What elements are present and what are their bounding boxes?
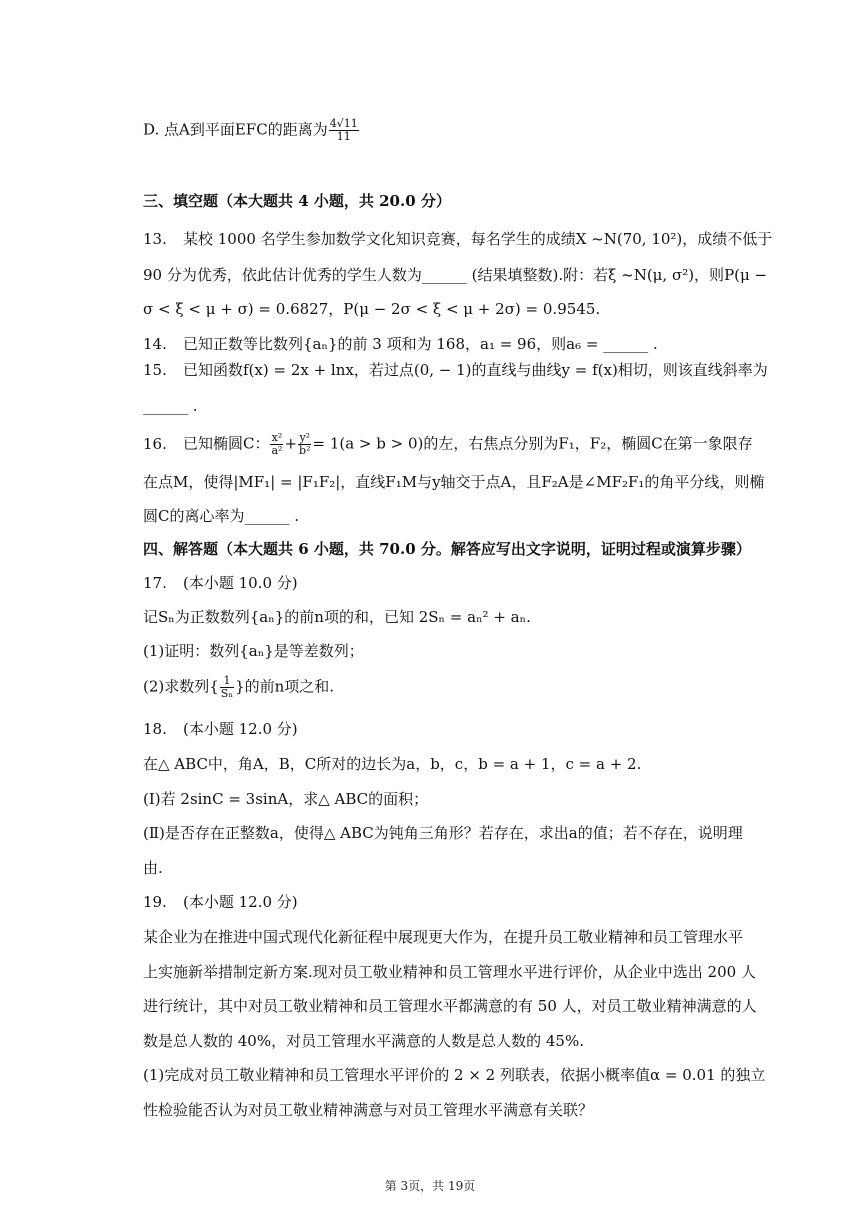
q19-heading [143, 891, 760, 913]
fraction-numerator: 4√11 [329, 117, 358, 130]
q17-fraction [220, 675, 234, 700]
q19-number: 19. [143, 893, 167, 911]
q18-score: (本小题 12.0 分) [183, 720, 298, 738]
q18-number: 18. [143, 720, 167, 738]
q15-number: 15. [143, 361, 167, 379]
q18-line-2: (Ⅰ)若 2sinC = 3sinA，求△ ABC的面积； [143, 790, 429, 808]
q19-line-3: 进行统计，其中对员工敬业精神和员工管理水平都满意的有 50 人，对员工敬业精神满意的人 [143, 997, 757, 1015]
q18-heading [143, 718, 760, 740]
section-3-title: 三、填空题（本大题共 4 小题，共 20.0 分） [143, 192, 451, 210]
fraction-numerator: 1 [220, 675, 234, 688]
section-4-title: 四、解答题（本大题共 6 小题，共 70.0 分。解答应写出文字说明，证明过程或演算步骤） [143, 540, 751, 558]
q13-number: 13. [143, 230, 167, 248]
q16-line-3: 圆C的离心率为______ . [143, 507, 300, 525]
fraction-denominator: 11 [336, 130, 351, 143]
q17-line-2: (1)证明：数列{aₙ}是等差数列； [143, 642, 364, 660]
q19-score: (本小题 12.0 分) [183, 893, 298, 911]
q15-line-2: ______ . [143, 397, 198, 415]
q13-line-2: 90 分为优秀，依此估计优秀的学生人数为______ (结果填整数).附：若ξ ~N(μ, σ²)，则P(μ − [143, 266, 768, 284]
fraction-denominator: b² [299, 444, 311, 457]
q14-text: 已知正数等比数列{aₙ}的前 3 项和为 168，a₁ = 96，则a₆ = ______ . [183, 335, 658, 353]
q18-line-3: (Ⅱ)是否存在正整数a，使得△ ABC为钝角三角形？若存在，求出a的值；若不存在，说明理 [143, 824, 743, 842]
q16-line-2: 在点M，使得|MF₁| = |F₁F₂|，直线F₁M与y轴交于点A，且F₂A是∠MF₂F₁的角平分线，则椭 [143, 473, 765, 491]
q17-heading [143, 572, 760, 594]
q17-text-3a: (2)求数列{ [143, 677, 219, 696]
q19-line-6: 性检验能否认为对员工敬业精神满意与对员工管理水平满意有关联？ [143, 1101, 594, 1119]
q13-line-1 [143, 228, 773, 250]
q17-text-3b: }的前n项之和. [235, 677, 335, 696]
q16-fraction-y [298, 432, 311, 457]
q19-line-2: 上实施新举措制定新方案.现对员工敬业精神和员工管理水平进行评价，从企业中选出 200 人 [143, 963, 756, 981]
q18-line-1: 在△ ABC中，角A，B，C所对的边长为a，b，c，b = a + 1，c = a + 2. [143, 755, 642, 773]
q19-line-4: 数是总人数的 40%，对员工管理水平满意的人数是总人数的 45%. [143, 1032, 584, 1050]
q16-text-1b: = 1(a > b > 0)的左，右焦点分别为F₁，F₂，椭圆C在第一象限存 [312, 434, 753, 453]
q17-line-1: 记Sₙ为正数数列{aₙ}的前n项的和，已知 2Sₙ = aₙ² + aₙ. [143, 608, 531, 626]
page-footer: 第 3页，共 19页 [384, 1179, 476, 1193]
q17-score: (本小题 10.0 分) [183, 574, 298, 592]
q18-line-4: 由. [143, 859, 163, 877]
q17-line-3 [143, 675, 760, 700]
q13-line-3: σ < ξ < μ + σ) = 0.6827，P(μ − 2σ < ξ < μ + 2σ) = 0.9545. [143, 300, 601, 318]
q16-number: 16. [143, 434, 167, 453]
option-d-fraction [329, 118, 359, 143]
q17-number: 17. [143, 574, 167, 592]
q16-text-1a: 已知椭圆C： [183, 434, 270, 453]
q19-line-5: (1)完成对员工敬业精神和员工管理水平评价的 2 × 2 列联表，依据小概率值α = 0.01 的独立 [143, 1066, 766, 1084]
q16-fraction-x [270, 432, 283, 457]
q16-line-1 [143, 432, 760, 457]
q19-line-1: 某企业为在推进中国式现代化新征程中展现更大作为，在提升员工敬业精神和员工管理水平 [143, 928, 744, 946]
fraction-numerator: y² [299, 431, 311, 444]
q14-number: 14. [143, 335, 167, 353]
option-d [143, 118, 760, 143]
q14-line-1 [143, 333, 760, 355]
q13-text-1: 某校 1000 名学生参加数学文化知识竞赛，每名学生的成绩X ~N(70, 10²)，成绩不低于 [183, 230, 773, 248]
q15-text-1: 已知函数f(x) = 2x + lnx，若过点(0, − 1)的直线与曲线y = f(x)相切，则该直线斜率为 [183, 361, 768, 379]
option-d-text: D. 点A到平面EFC的距离为 [143, 120, 328, 139]
q15-line-1 [143, 359, 768, 381]
fraction-denominator: a² [271, 444, 283, 457]
fraction-denominator: Sₙ [220, 687, 234, 700]
fraction-numerator: x² [271, 431, 283, 444]
q16-plus: + [284, 434, 298, 453]
